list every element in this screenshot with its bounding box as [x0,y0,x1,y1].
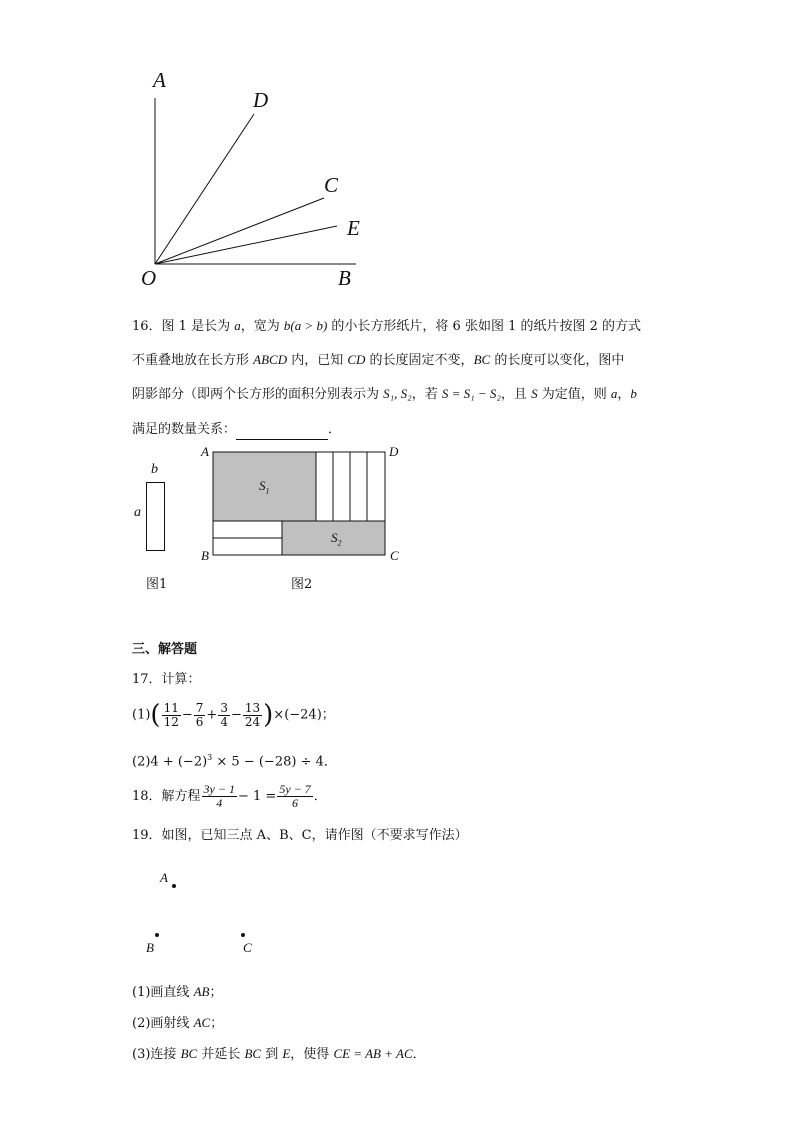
ray-OC [155,198,324,264]
q19-part1: (1)画直线 AB； [132,984,223,1000]
q16-line2: 不重叠地放在长方形 ABCD 内，已知 CD 的长度固定不变，BC 的长度可以变化，图中 [132,352,625,368]
q17-part2: $(2)4 + (-2)^3 \times 5 - (-28) \div 4$． [132,753,337,770]
q19-part3: (3)连接 BC 并延长 BC 到 E，使得 CE = AB + AC． [132,1046,426,1062]
label-B: B [338,266,351,290]
q19-title: 19．如图，已知三点 A、B、C，请作图（不要求写作法） [132,828,468,843]
q16-line4: 满足的数量关系： ． [132,420,341,440]
point-A-dot [172,884,176,888]
label-C: C [324,173,339,197]
ray-OE [155,226,337,264]
fig2-label-A: A [201,444,209,459]
q19-part2: (2)画射线 AC； [132,1015,224,1031]
q17-title: 17．计算： [132,672,201,687]
fig2-diagram [212,451,388,557]
q18: 18．解方程 $\frac{3y - 1}{4}$ − 1 = $\frac{5y - 7}{6}$ ． [132,782,327,810]
q16-line1: 16．图 1 是长为 a，宽为 b(a > b) 的小长方形纸片，将 6 张如图 1 的纸片按图 2 的方式 [132,318,642,334]
point-B-label: B [146,940,154,955]
point-C-label: C [243,940,252,955]
fig2-label-D: D [389,444,399,459]
point-A-label: A [160,870,168,885]
fig2-caption: 图2 [291,577,313,592]
point-C-dot [241,933,245,937]
fig2-label-C: C [390,548,399,563]
fig1-caption: 图1 [146,577,168,592]
label-A: A [153,68,166,92]
label-E: E [347,216,360,240]
fig1-label-a: a [134,505,141,520]
ray-OD [155,114,254,264]
label-D: D [253,88,269,112]
q17-part1: (1)( $\frac{11}{12}$ − $\frac{7}{6}$ + $\frac{3}{4}$ − $\frac{13}{24}$ )×(−24)； [132,700,335,730]
fig2-label-B: B [201,548,209,563]
answer-blank[interactable] [236,425,328,440]
q16-line3: 阴影部分（即两个长方形的面积分别表示为 S₁, S₂，若 S = S₁ − S₂，且 S 为定值，则 a，b [132,386,637,402]
label-O: O [141,266,157,290]
point-B-dot [155,933,159,937]
fig1-label-b: b [151,462,158,477]
section3-title: 三、解答题 [132,642,198,657]
fig2-label-S1: $S_1$ [259,478,270,496]
fig2-label-S2: $S_2$ [331,530,342,548]
fig1-rectangle [146,482,165,551]
